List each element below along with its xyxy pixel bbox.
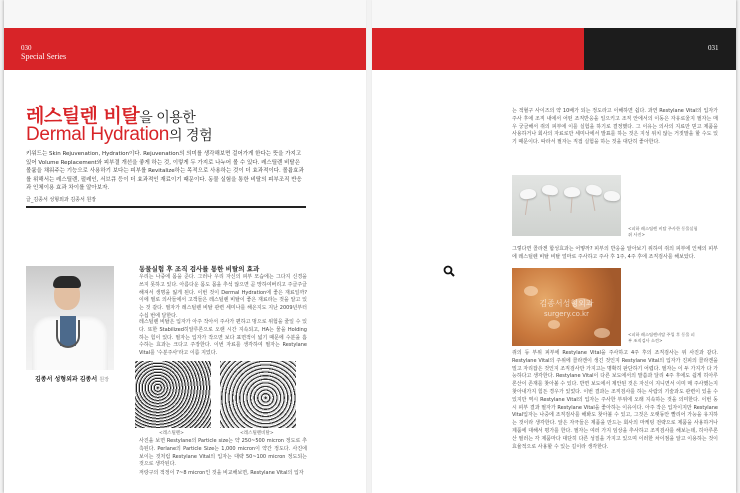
tissue-spot — [594, 328, 610, 338]
series-label: Special Series — [21, 52, 67, 61]
author-line: 글_김종서 성형외과 김종서 원장 — [26, 197, 97, 203]
fig1-caption: <레스틸렌> — [159, 431, 184, 436]
mouse — [604, 191, 620, 202]
tissue-spot — [524, 286, 538, 296]
left-page — [4, 0, 366, 493]
mouse — [564, 186, 581, 197]
title-highlight: 레스틸렌 비탈 — [26, 105, 140, 127]
body-paragraph-2: 그렇다면 콜라겐 합성효과는 어떻까? 피부의 반응을 알아보기 위하여 쥐의 피부에 인체의 피부에 레스틸렌 비탈 비탈 얼마로 주사하고 주사 후 1주, 4주 후에 조직검사를 해보았다. — [512, 246, 718, 260]
section-heading: 동물실험 후 조직 검사를 통한 비탈의 효과 — [139, 265, 260, 273]
title-suffix: 의 경험 — [169, 127, 213, 143]
restylane-micrograph — [135, 361, 211, 428]
photo-stethoscope — [56, 320, 80, 348]
header-band — [4, 28, 366, 70]
watermark-korean: 김종서성형외과 — [539, 299, 594, 308]
watermark-url: surgery.co.kr — [543, 310, 589, 318]
page-top-margin — [4, 0, 366, 29]
mice-photo — [512, 175, 621, 236]
mice-caption: <피하 레스틸렌 비탈 주사한 동물실험 쥐 사진> — [628, 226, 698, 237]
fig2-caption: <레스틸렌비탈> — [240, 431, 274, 436]
photo-hair — [53, 276, 81, 288]
right-page — [372, 0, 736, 493]
photo-caption-title: 원장 — [99, 377, 109, 383]
header-band — [372, 28, 584, 70]
body-paragraph-4: 저랑구의 적정이 7~8 micron인 것을 비교해보면, Restylane Vital의 입자 — [139, 470, 304, 476]
page-number: 031 — [708, 44, 719, 52]
tissue-spot — [548, 320, 560, 329]
mouse-tail — [592, 195, 596, 211]
mouse-tail — [525, 199, 528, 215]
restylane-vital-micrograph — [220, 361, 296, 428]
page-number: 030 — [21, 44, 32, 52]
mouse-tail — [548, 195, 551, 211]
mouse — [542, 184, 559, 195]
body-paragraph-1: 우리는 나중에 몸을 준다. 그러나 우리 자신의 피부 모습에는 그다지 신경을 쓰지 못하고 있다. 아름다운 몸도 몸을 추석 않으면 곧 망하여버리고 주글주글해져서 생명을 잃게 된다. 이번 것이 Dermal Hydration에 좋은 재료일까? 이에 필로 의사들에서 고객들은 레스틸렌 비탈이 좋은 재료라는 것을 알고 있는 것 같다. 필자가 레스틸렌 비탈 관련 세미나를 해온지도 지난 2009년부터 수십 번에 달한다. — [139, 274, 307, 319]
title-rest: 을 이용한 — [139, 110, 196, 126]
mouse-tail — [570, 197, 572, 213]
histology-photo — [512, 268, 621, 346]
section-divider — [26, 206, 306, 208]
body-paragraph-1: 는 적혈구 사이즈의 약 10배가 되는 정도라고 이해하면 쉽다. 과연 Restylane Vital의 입자가 주사 후에 조직 내에서 어떤 조직반응을 일으키고 조직 안에서의 이동은 자유로울지 필자는 매우 궁금해서 쥐의 피부에 이를 실험을 하기로 결정했다. 그 이유는 의사의 지료만 믿고 제품을 사용하거나 회사의 자료로만 세미나에서 발표를 하는 것은 지성 위치 않는 거짓말을 할 수도 있기 때문이다. 따라서 필자는 직접 실험을 하는 것을 대단히 좋아한다. — [512, 108, 718, 146]
photo-caption — [35, 374, 109, 383]
intro-paragraph: 키워드는 Skin Rejuvenation, Hydration이다. Rejuvenation의 의미를 생각해보면 걸어가게 한다는 뜻을 가지고 있어 Volume Replacement와 피부결 개선을 좋게 하는 것, 이렇게 두 가지로 나누어 볼 수 있다. 레스틸렌 비탈은 볼륨을 채워주는 기능으로 사용하기 보다는 피부를 Revitalize하는 목적으로 사용하는 것이 더 효과적이다. 볼륨효과를 위해서는 레스틸렌, 펄레인, 서브큐 등이 더 효과적인 재료이기 때문이다. 동물 실험을 통한 비탈의 피부조직 반응과 인체이용 효과 차이를 알아보자. — [26, 151, 304, 191]
body-paragraph-3: 사진을 보면 Restylane의 Particle size는 약 250~500 micron 정도로 추측된다. Perlane의 Particle Size는 1,000 micron이 약간 정도다. 사진에 보이는 것처럼 Restylane Vital의 입자는 대략 50~100 micron 정도되는 것으로 생각된다. — [139, 438, 307, 468]
body-paragraph-3: 쥐의 등 부위 피부에 Restylane Vital을 주사하고 4주 후의 조직검사는 위 사진과 같다. Restylane Vital의 주위에 콜라겐이 생긴 것인지 Restylane Vital의 입자가 진피의 콜라겐을 밀고 자리잡은 것인지 조직검사만 가지고는 명확히 판단하기 어렵다. 필자는 이 두 가지가 다 가능하다고 생각한다. Restylane Vital이 다른 보도에서의 말씀과 달리 4주 후에도 쉽게 히아루론산이 존재를 찾아볼 수 있다. 반면 보도에서 제안된 것은 자신이 지니면서 이미 매 주사했는지 찾아내가지 힘든 경우가 있었다. 이번 결과는 조직검사를 하는 사람의 기술과도 관련이 있을 수 있지만 역시 Restylane Vital의 입자는 주사한 부위에 오래 지속하는 것을 의미한다. 이번 동시 피부 결과 필자가 Restylane Vital을 좋아하는 이유이다. 아주 작은 입자이지만 Restylane Vital입자는 나중에 조직검사를 해봐도 찾아볼 수 있고, 그것은 오랫동안 빨리어 가능을 유지하는 것이라 생각한다. 앞은 자극들은 제품을 만드는 회사의 마케팅 전략으로 제품을 사용하거나 제품에 대해서 평가를 한다. 필자는 여러 가지 임상을 추사하고 조직검사를 해보는데, 히아루론산 필러는 각 제품마다 대단히 다른 성질을 가지고 있으며 이러한 차이점을 알고 이용하는 것이 효율적으로 사용할 수 있는 길이라 생각한다. — [512, 350, 718, 450]
article-subtitle — [26, 124, 212, 146]
body-paragraph-2: 레스틸렌 비탈은 입자가 아주 작아서 주사가 편하고 멍으로 위험을 줄일 수 있다. 또한 Stabilized히알루론으로 오랜 시간 지속되고, HA는 물을 Holding하는 힘이 있다. 필자는 입자가 작으면 보다 표면적이 넓기 때문에 수분을 흡수하는 효과는 크다고 주장한다. 이번 자료를 생각하여 필자는 Restylane Vital를 '수분주사'라고 이름 지었다. — [139, 319, 307, 357]
page-top-margin — [372, 0, 736, 29]
mouse — [585, 184, 602, 197]
histology-caption: <피하 레스틸렌비탈 주입 후 동물 피부 조직검사 소견> — [628, 332, 695, 343]
photo-caption-name: 김종서 성형외과 김종서 — [35, 376, 98, 383]
title-english: Dermal Hydration — [26, 124, 170, 145]
zoom-icon[interactable] — [443, 265, 455, 277]
author-photo — [26, 266, 114, 370]
